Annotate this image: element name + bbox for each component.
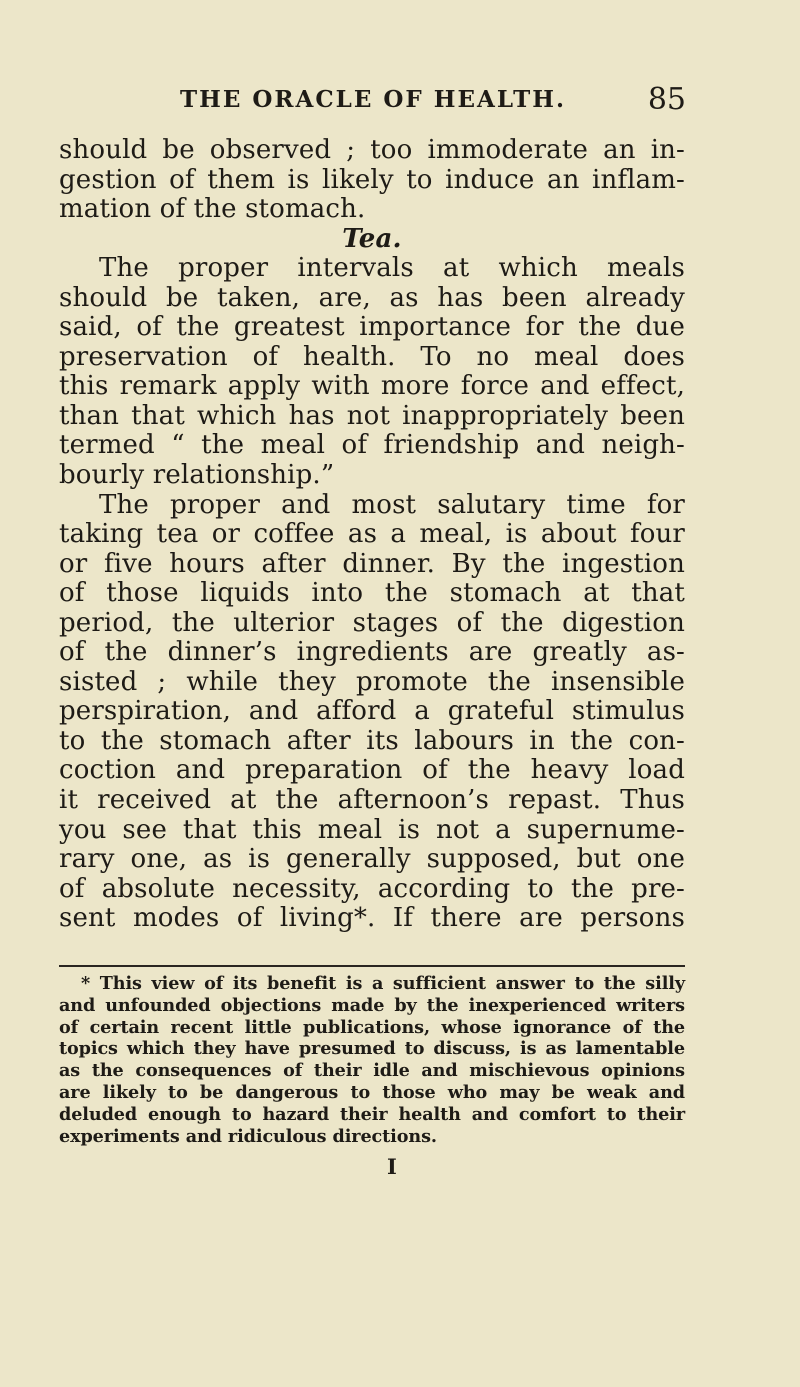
signature-mark: I	[387, 1154, 397, 1179]
text-line: bourly relationship.”	[59, 460, 335, 491]
footnote-line: * This view of its benefit is a sufficient answer to the silly	[81, 973, 685, 994]
text-line: you see that this meal is not a supernume-	[59, 814, 685, 845]
footnote-divider	[59, 965, 685, 967]
text-line: it received at the afternoon’s repast. Thus	[59, 785, 685, 816]
text-line: preservation of health. To no meal does	[59, 341, 685, 372]
footnote-line: experiments and ridiculous directions.	[59, 1125, 437, 1147]
text-line: should be observed ; too immoderate an in-	[59, 135, 685, 165]
main-text	[59, 136, 685, 934]
footnote-line: and unfounded objections made by the inexperienced writers	[59, 994, 685, 1016]
text-line: The proper intervals at which meals	[99, 253, 685, 284]
text-line: to the stomach after its labours in the con-	[59, 725, 685, 756]
text-line: perspiration, and afford a grateful stimulus	[59, 696, 685, 727]
text-line: mation of the stomach.	[59, 194, 366, 225]
footnote-line: as the consequences of their idle and mischievous opinions	[59, 1060, 685, 1082]
footnote-line: deluded enough to hazard their health and comfort to their	[59, 1103, 685, 1125]
section-title: Tea.	[342, 223, 402, 254]
text-line: coction and preparation of the heavy load	[59, 755, 685, 786]
text-line: of the dinner’s ingredients are greatly as-	[59, 637, 685, 668]
text-line: of absolute necessity, according to the pre-	[59, 873, 685, 904]
text-line: this remark apply with more force and effect,	[59, 371, 685, 402]
text-line: should be taken, are, as has been already	[59, 282, 685, 313]
text-line: sent modes of living*. If there are persons	[59, 903, 685, 934]
text-line: gestion of them is likely to induce an inflam-	[59, 164, 685, 195]
text-line: rary one, as is generally supposed, but one	[59, 844, 685, 875]
page-header	[60, 82, 688, 122]
text-line: The proper and most salutary time for	[99, 489, 685, 520]
page-number: 85	[647, 82, 686, 117]
text-line: period, the ulterior stages of the digestion	[59, 607, 685, 638]
footnote-line: of certain recent little publications, whose ignorance of the	[59, 1016, 685, 1038]
text-line: sisted ; while they promote the insensible	[59, 666, 685, 697]
text-line: termed “ the meal of friendship and neigh-	[59, 430, 685, 461]
text-line: taking tea or coffee as a meal, is about four	[59, 519, 685, 550]
text-line: said, of the greatest importance for the due	[59, 312, 685, 343]
text-line: than that which has not inappropriately been	[59, 400, 685, 431]
text-line: of those liquids into the stomach at that	[59, 578, 685, 609]
footnote-line: are likely to be dangerous to those who may be weak and	[59, 1081, 685, 1103]
footnote	[59, 973, 685, 1147]
text-line: or five hours after dinner. By the ingestion	[59, 548, 685, 579]
running-head: THE ORACLE OF HEALTH.	[180, 86, 567, 113]
footnote-line: topics which they have presumed to discuss, is as lamentable	[59, 1038, 685, 1060]
